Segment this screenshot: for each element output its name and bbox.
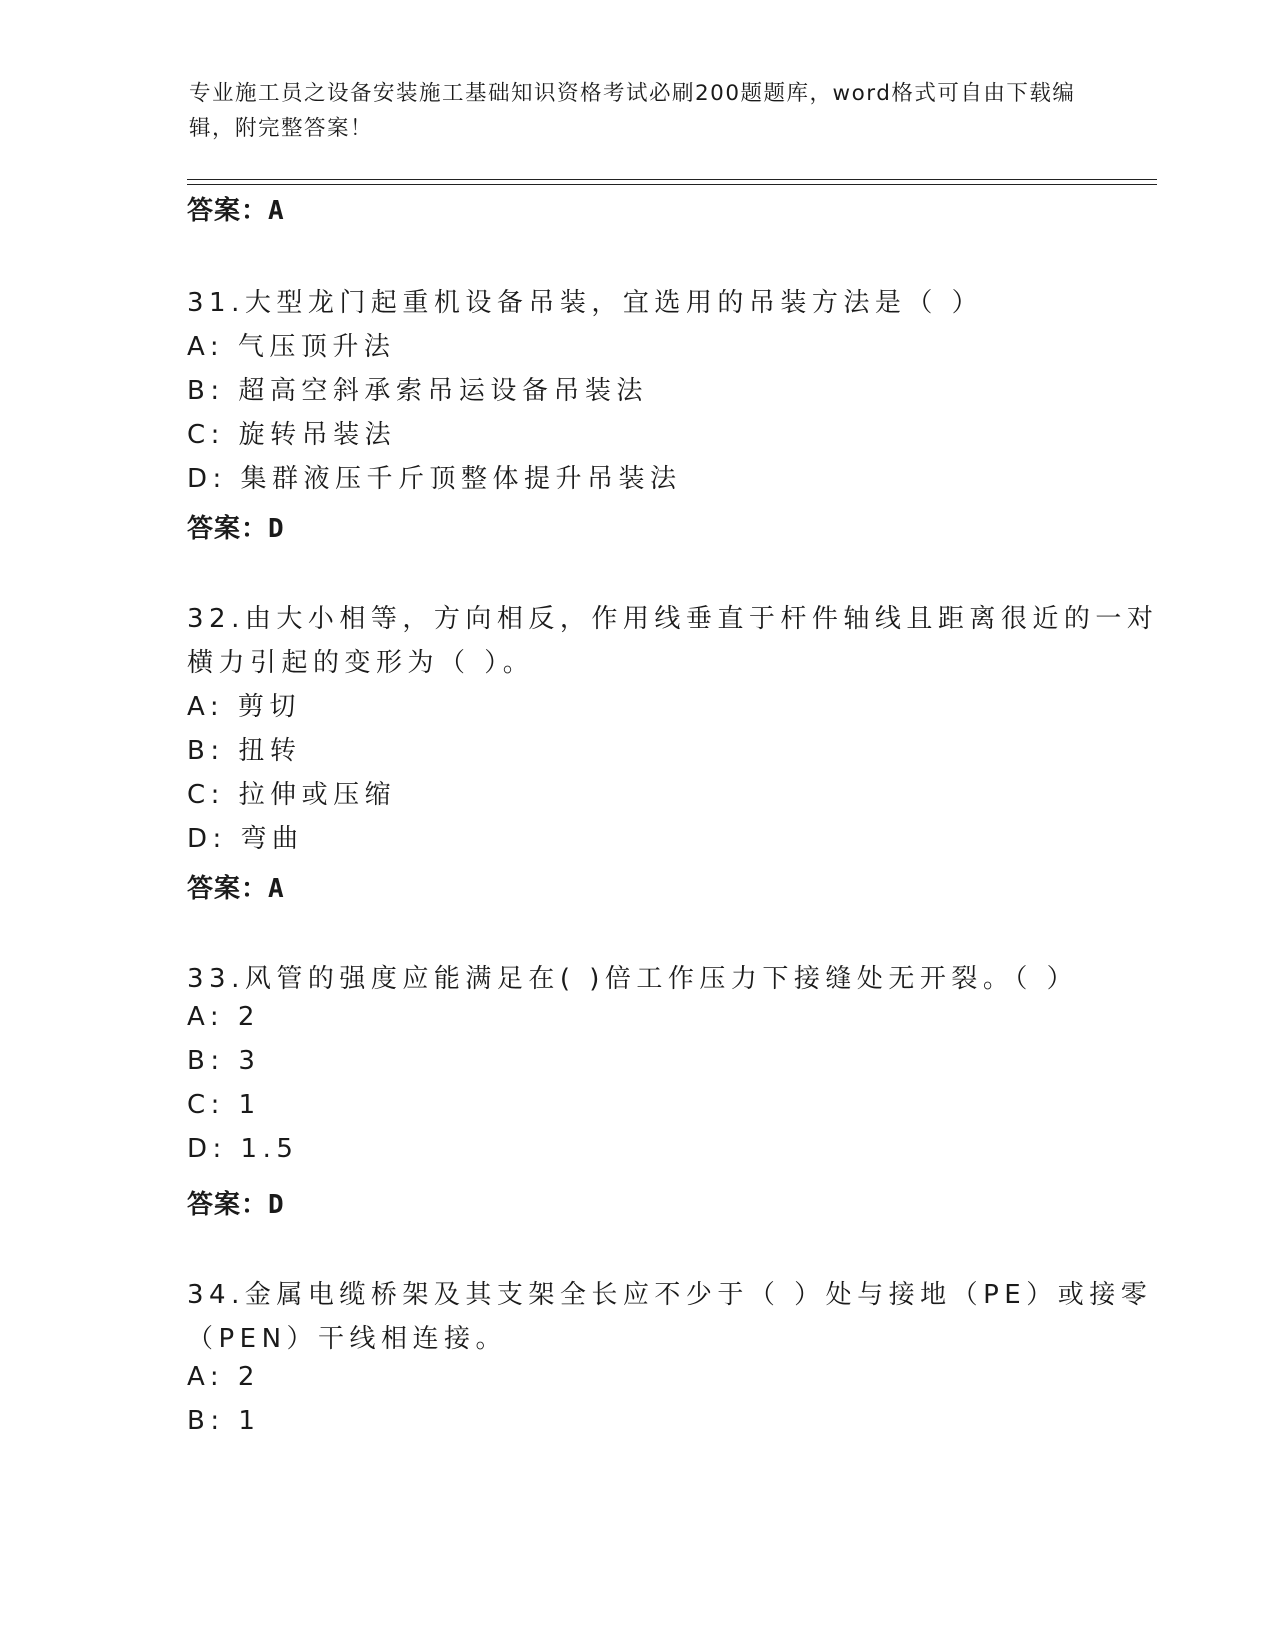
answer-value: A [268,874,285,904]
answer-label: 答案： [187,874,269,904]
option-a: A: 2 [187,1362,260,1392]
option-b: B: 1 [187,1406,261,1436]
option-d: D: 1.5 [187,1134,299,1164]
option-a: A: 剪切 [187,692,301,722]
option-a: A: 2 [187,1002,260,1032]
page-header: 专业施工员之设备安装施工基础知识资格考试必刷200题题库，word格式可自由下载编辑，附完整答案！ [189,81,1076,141]
answer-label: 答案： [187,514,269,544]
option-b: B: 超高空斜承索吊运设备吊装法 [187,376,648,406]
answer-line [187,508,285,545]
option-a: A: 气压顶升法 [187,332,396,362]
answer-value: D [268,1190,285,1220]
header-rule-bottom [187,184,1157,185]
answer-line [187,1184,285,1221]
answer-line [187,190,285,227]
question-text: 32.由大小相等，方向相反，作用线垂直于杆件轴线且距离很近的一对 [187,604,1159,634]
option-d: D: 弯曲 [187,824,304,854]
option-c: C: 1 [187,1090,261,1120]
option-b: B: 3 [187,1046,261,1076]
question-text: 33.风管的强度应能满足在( )倍工作压力下接缝处无开裂。（ ） [187,964,1079,994]
option-c: C: 拉伸或压缩 [187,780,397,810]
option-d: D: 集群液压千斤顶整体提升吊装法 [187,464,682,494]
option-b: B: 扭转 [187,736,302,766]
question-text-cont: 横力引起的变形为（ ）。 [187,648,535,678]
answer-value: D [268,514,285,544]
question-text: 31.大型龙门起重机设备吊装，宜选用的吊装方法是（ ） [187,288,984,318]
answer-label: 答案： [187,1190,269,1220]
header-rule-top [187,179,1157,180]
option-c: C: 旋转吊装法 [187,420,397,450]
question-text-cont: （PEN）干线相连接。 [187,1324,508,1354]
answer-label: 答案： [187,196,269,226]
answer-value: A [268,196,285,226]
question-text: 34.金属电缆桥架及其支架全长应不少于（ ）处与接地（PE）或接零 [187,1280,1153,1310]
answer-line [187,868,285,905]
